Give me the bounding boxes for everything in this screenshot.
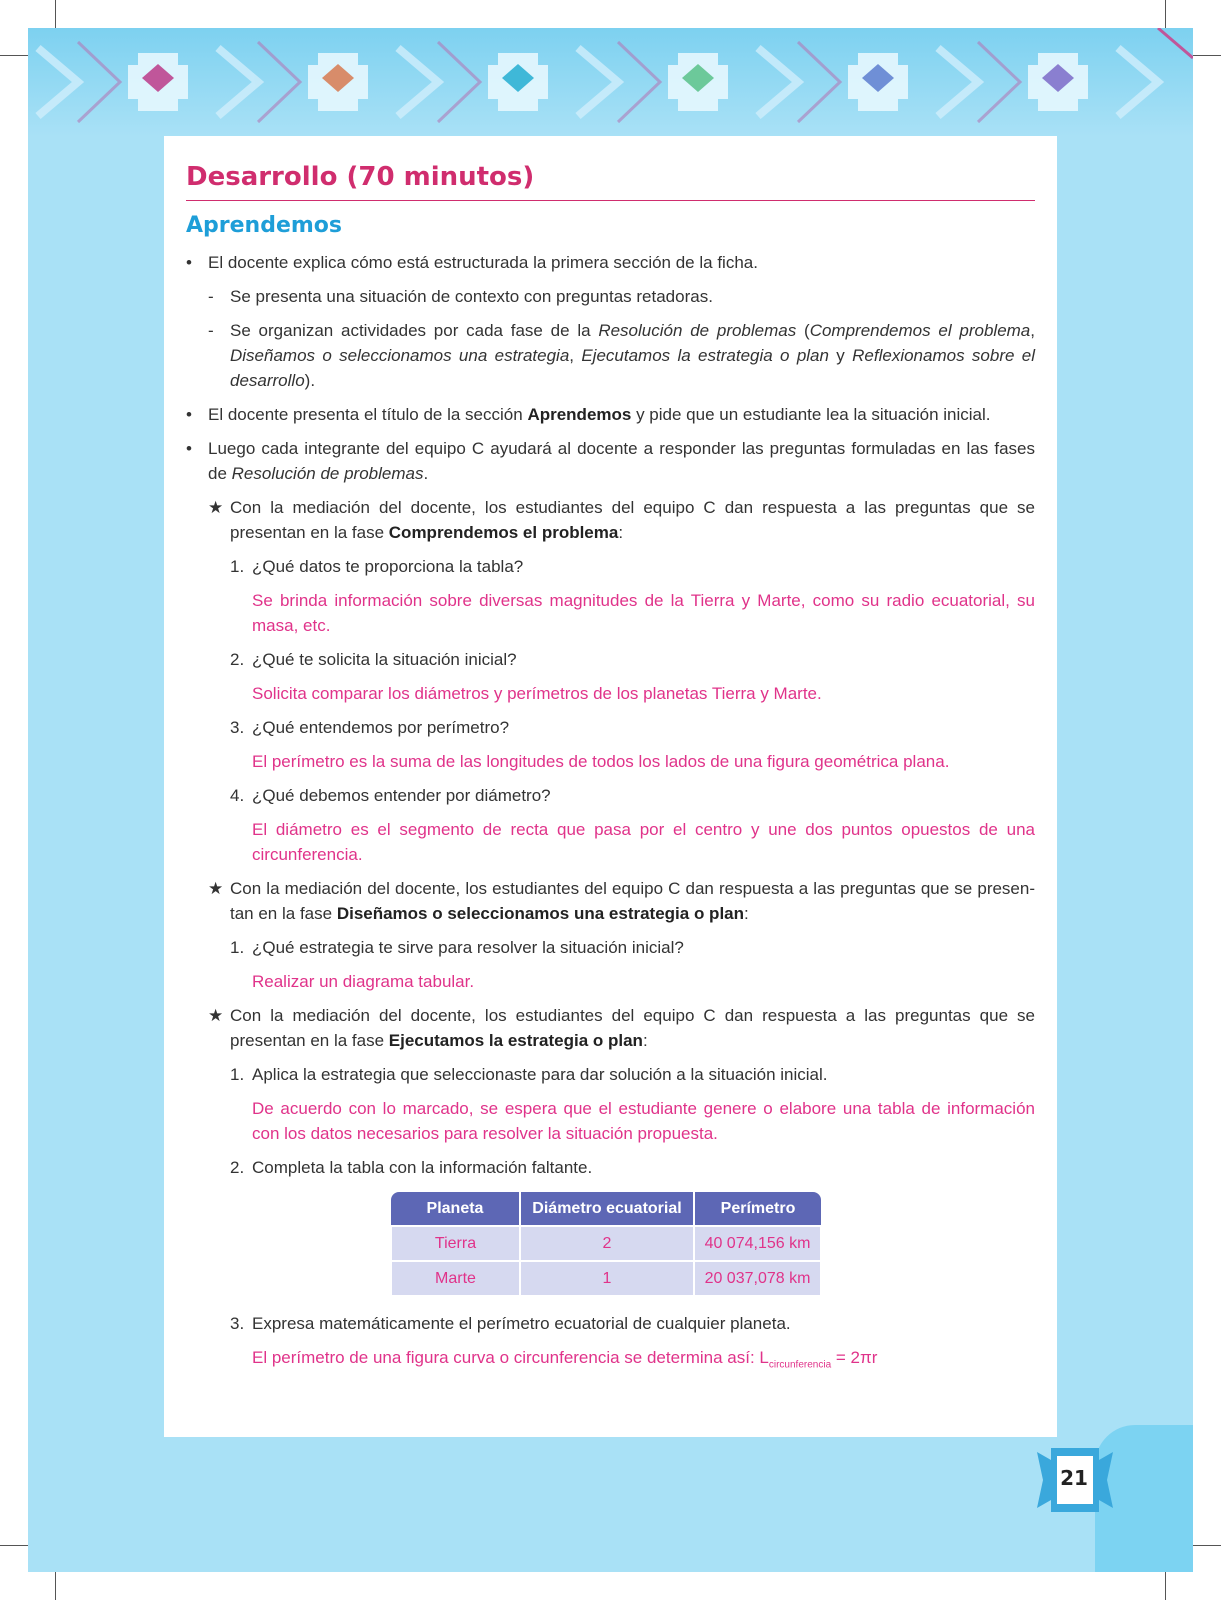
star-icon: ★ [208, 1006, 224, 1025]
table-header: Perímetro [694, 1192, 821, 1226]
list-item [186, 250, 1035, 275]
text-italic: Diseñamos o seleccionamos una estrategia [230, 346, 570, 365]
list-item [186, 402, 1035, 427]
text: Luego cada integrante del equipo C ayudará al docente a responder las preguntas formuladas en las fases de [208, 439, 1035, 483]
text: . [423, 464, 429, 483]
text-bold: Diseñamos o seleccionamos una estrategia o plan [336, 904, 745, 923]
question-text: ¿Qué estrategia te sirve para resolver la situación inicial? [252, 938, 684, 957]
question-text: ¿Qué debemos entender por diámetro? [252, 786, 551, 805]
text: Con la mediación del docente, los estudiantes del equipo C dan respuesta a las preguntas que se presentan en la fase [230, 498, 1035, 542]
text-bold: Ejecutamos la estrategia o plan [388, 1031, 643, 1050]
question-number: 2. [230, 650, 245, 669]
question-text: ¿Qué entendemos por perímetro? [252, 718, 510, 737]
table-cell: 2 [520, 1226, 694, 1261]
list-item [186, 318, 1035, 393]
list-item [186, 284, 1035, 309]
formula-text: El perímetro de una figura curva o circunferencia se determina así: L [252, 1348, 769, 1367]
text-bold: Comprendemos el problema [388, 523, 619, 542]
answer: El perímetro es la suma de las longitudes de todos los lados de una figura geométrica plana. [252, 752, 950, 771]
text: y pide que un estudiante lea la situación inicial. [631, 405, 991, 424]
table-cell: Tierra [391, 1226, 520, 1261]
planet-table [390, 1192, 822, 1297]
list-item [186, 436, 1035, 486]
section-title: Desarrollo (70 minutos) [186, 160, 1035, 201]
text-italic: Comprendemos el problema [809, 321, 1031, 340]
phase-item [186, 1003, 1035, 1053]
question [186, 1062, 1035, 1087]
question-number: 3. [230, 718, 245, 737]
question-number: 4. [230, 786, 245, 805]
question [186, 647, 1035, 672]
table-header: Planeta [391, 1192, 520, 1226]
question [186, 783, 1035, 808]
text: , [569, 346, 582, 365]
text: Con la mediación del docente, los estudiantes del equipo C dan respuesta a las preguntas que se presentan en la fase [230, 1006, 1035, 1050]
star-icon: ★ [208, 879, 224, 898]
table-header: Diámetro ecuatorial [520, 1192, 694, 1226]
table-row [391, 1226, 821, 1261]
table-cell: 1 [520, 1261, 694, 1296]
answer: Se brinda información sobre diversas magnitudes de la Tierra y Marte, como su radio ecuatorial, su masa, etc. [252, 591, 1035, 635]
question-number: 1. [230, 938, 245, 957]
bullet-text: El docente explica cómo está estructurada la primera sección de la ficha. [208, 253, 758, 272]
crop-mark [1193, 1545, 1221, 1546]
table-cell: 20 037,078 km [694, 1261, 821, 1296]
text: , [1030, 321, 1035, 340]
crop-mark [1165, 1572, 1166, 1600]
question-text: Expresa matemáticamente el perímetro ecuatorial de cualquier planeta. [252, 1314, 791, 1333]
bullet-text: Se presenta una situación de contexto con preguntas retadoras. [230, 287, 713, 306]
text: ( [796, 321, 810, 340]
answer: Solicita comparar los diámetros y perímetros de los planetas Tierra y Marte. [252, 684, 822, 703]
question [186, 1155, 1035, 1180]
text-italic: Resolución de problemas [598, 321, 797, 340]
question-number: 1. [230, 557, 245, 576]
text: El docente presenta el título de la sección [208, 405, 528, 424]
table-cell: 40 074,156 km [694, 1226, 821, 1261]
star-icon: ★ [208, 498, 224, 517]
crop-mark [1193, 55, 1221, 56]
decorative-banner [28, 28, 1193, 136]
answer: El diámetro es el segmento de recta que pasa por el centro y une dos puntos opuestos de una circunferencia. [252, 820, 1035, 864]
crop-mark [0, 55, 28, 56]
answer [186, 1345, 1035, 1377]
question-text: Aplica la estrategia que seleccionaste para dar solución a la situación inicial. [252, 1065, 828, 1084]
question-text: ¿Qué datos te proporciona la tabla? [252, 557, 524, 576]
page-content [186, 160, 1035, 1377]
text: Con la mediación del docente, los estudiantes del equipo C dan respuesta a las preguntas que se presen-tan en la fase [230, 879, 1035, 923]
answer: De acuerdo con lo marcado, se espera que el estudiante genere o elabore una tabla de información con los datos necesarios para resolver la situación propuesta. [252, 1099, 1035, 1143]
text: : [642, 1031, 648, 1050]
subsection-title: Aprendemos [186, 213, 343, 238]
question [186, 554, 1035, 579]
question [186, 715, 1035, 740]
table-cell: Marte [391, 1261, 520, 1296]
bullet-marker: • [186, 439, 192, 458]
text-italic: Reflexionamos sobre el desarrollo [230, 346, 1035, 390]
page-number: 21 [1060, 1466, 1088, 1490]
question-number: 2. [230, 1158, 245, 1177]
text: : [618, 523, 624, 542]
text: ). [304, 371, 316, 390]
text-bold: Aprendemos [527, 405, 632, 424]
phase-item [186, 495, 1035, 545]
crop-mark [55, 0, 56, 28]
question [186, 1311, 1035, 1336]
text-italic: Resolución de problemas [231, 464, 424, 483]
crop-mark [55, 1572, 56, 1600]
formula-text: = 2πr [831, 1348, 878, 1367]
table-header-row [391, 1192, 821, 1226]
answer: Realizar un diagrama tabular. [252, 972, 475, 991]
question-number: 3. [230, 1314, 245, 1333]
bullet-marker: • [186, 405, 192, 424]
formula-subscript: circunferencia [768, 1359, 832, 1371]
text: Se organizan actividades por cada fase de la [230, 321, 599, 340]
bullet-marker: • [186, 253, 192, 272]
dash-marker: - [208, 321, 214, 340]
question-number: 1. [230, 1065, 245, 1084]
table-row [391, 1261, 821, 1296]
phase-item [186, 876, 1035, 926]
text-italic: Ejecutamos la estrategia o plan [581, 346, 829, 365]
dash-marker: - [208, 287, 214, 306]
planet-table-wrapper [390, 1192, 1035, 1297]
crop-mark [1165, 0, 1166, 28]
question-text: Completa la tabla con la información faltante. [252, 1158, 593, 1177]
question-text: ¿Qué te solicita la situación inicial? [252, 650, 517, 669]
text: y [828, 346, 853, 365]
banner-pattern [28, 28, 1193, 136]
question [186, 935, 1035, 960]
text: : [744, 904, 749, 923]
crop-mark [0, 1545, 28, 1546]
